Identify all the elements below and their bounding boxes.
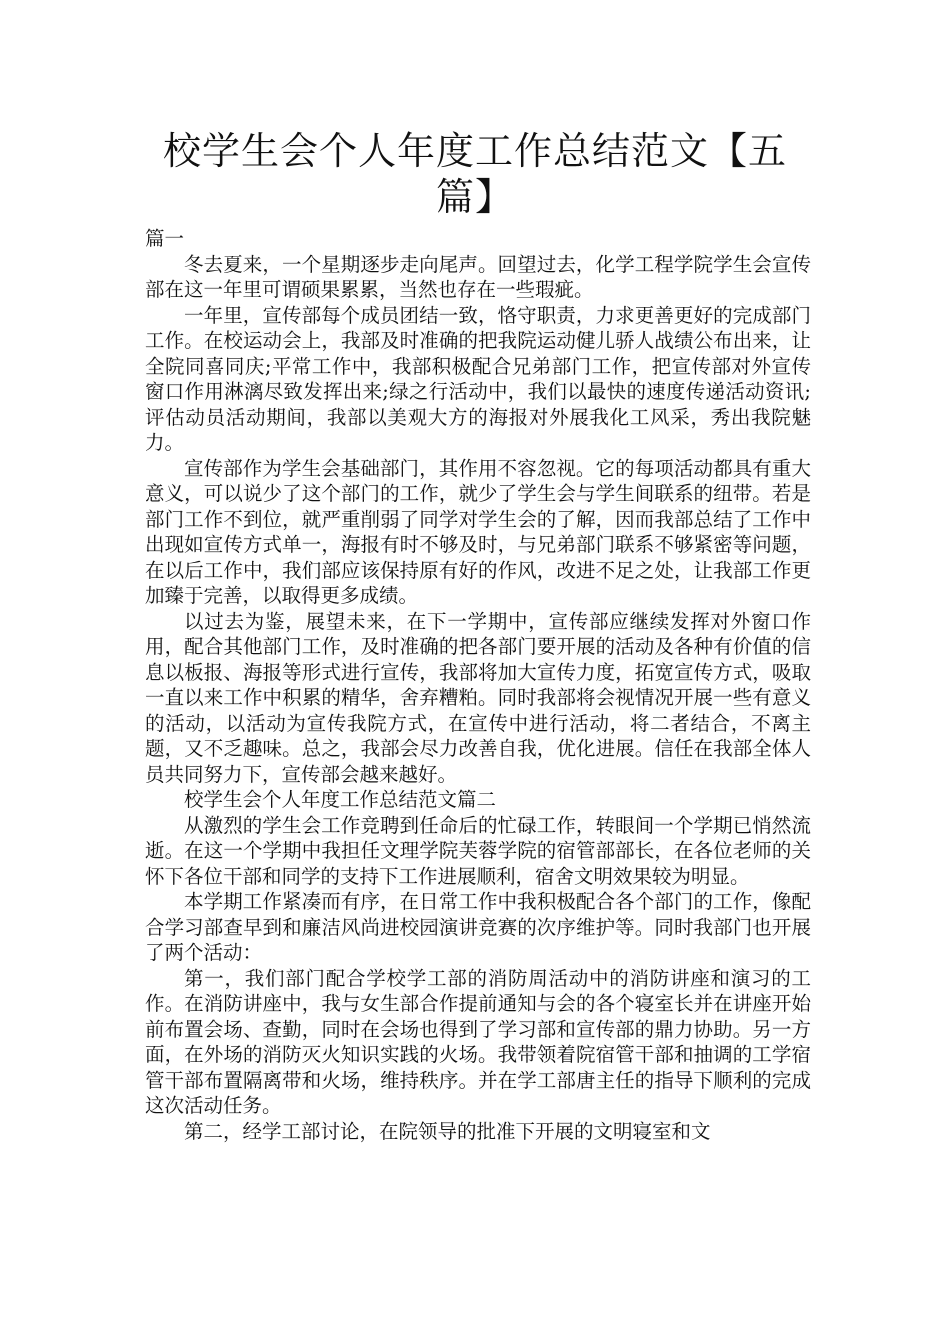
paragraph: 以过去为鉴，展望未来，在下一学期中，宣传部应继续发挥对外窗口作用，配合其他部门工作，及时准确的把各部门要开展的活动及各种有价值的信息以板报、海报等形式进行宣传，我部将加大宣传力度，拓宽宣传方式，吸取一直以来工作中积累的精华，舍弃糟粕。同时我部将会视情况开展一些有意义的活动，以活动为宣传我院方式，在宣传中进行活动，将二者结合，不离主题，又不乏趣味。总之，我部会尽力改善自我，优化进展。信任在我部全体人员共同努力下，宣传部会越来越好。	[145, 609, 811, 786]
paragraph: 第二，经学工部讨论，在院领导的批准下开展的文明寝室和文	[184, 1119, 711, 1143]
paragraph: 冬去夏来，一个星期逐步走向尾声。回望过去，化学工程学院学生会宣传部在这一年里可谓硕果累累，当然也存在一些瑕疵。	[145, 252, 811, 301]
paragraph: 本学期工作紧凑而有序，在日常工作中我积极配合各个部门的工作，像配合学习部查早到和廉洁风尚进校园演讲竞赛的次序维护等。同时我部门也开展了两个活动：	[145, 890, 811, 964]
paragraph: 宣传部作为学生会基础部门，其作用不容忽视。它的每项活动都具有重大意义，可以说少了这个部门的工作，就少了学生会与学生间联系的纽带。若是部门工作不到位，就严重削弱了同学对学生会的了解，因而我部总结了工作中出现如宣传方式单一，海报有时不够及时，与兄弟部门联系不够紧密等问题，在以后工作中，我们部应该保持原有好的作风，改进不足之处，让我部工作更加臻于完善，以取得更多成绩。	[145, 456, 811, 607]
paragraph: 从激烈的学生会工作竞聘到任命后的忙碌工作，转眼间一个学期已悄然流逝。在这一个学期中我担任文理学院芙蓉学院的宿管部部长，在各位老师的关怀下各位干部和同学的支持下工作进展顺利，宿舍文明效果较为明显。	[145, 813, 811, 888]
section-label: 篇一	[145, 227, 185, 250]
document-title: 校学生会个人年度工作总结范文【五篇】	[162, 129, 787, 219]
document-body	[145, 226, 811, 1144]
paragraph: 第一，我们部门配合学校学工部的消防周活动中的消防讲座和演习的工作。在消防讲座中，我与女生部合作提前通知与会的各个寝室长并在讲座开始前布置会场、查勤，同时在会场也得到了学习部和宣传部的鼎力协助。另一方面，在外场的消防灭火知识实践的火场。我带领着院宿管干部和抽调的工学宿管干部布置隔离带和火场，维持秩序。并在学工部唐主任的指导下顺利的完成这次活动任务。	[145, 966, 811, 1117]
paragraph: 一年里，宣传部每个成员团结一致，恪守职责，力求更善更好的完成部门工作。在校运动会上，我部及时准确的把我院运动健儿骄人战绩公布出来，让全院同喜同庆;平常工作中，我部积极配合兄弟部门工作，把宣传部对外宣传窗口作用淋漓尽致发挥出来;绿之行活动中，我们以最快的速度传递活动资讯;评估动员活动期间，我部以美观大方的海报对外展我化工风采，秀出我院魅力。	[145, 303, 811, 454]
section-heading: 校学生会个人年度工作总结范文篇二	[184, 788, 497, 811]
